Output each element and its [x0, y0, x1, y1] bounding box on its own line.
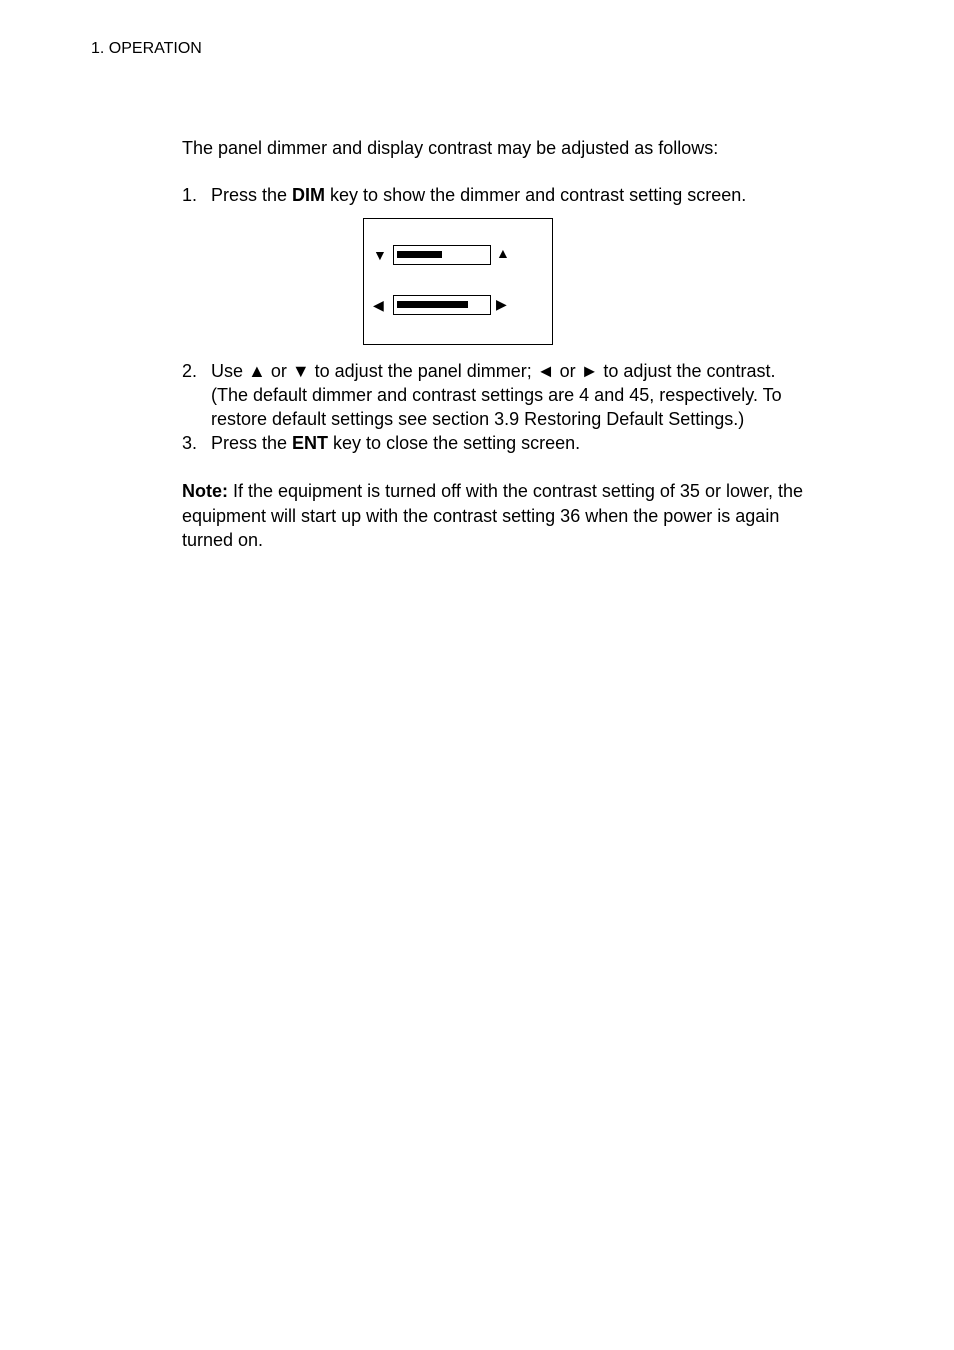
- page-header-section: 1. OPERATION: [91, 40, 202, 57]
- triangle-up-icon: ▲: [496, 245, 510, 261]
- triangle-right-icon: ▶: [496, 296, 507, 312]
- step-text: [211, 183, 746, 207]
- contrast-level-fill: [397, 301, 468, 308]
- contrast-level-bar: [393, 295, 491, 315]
- dimmer-level-bar: [393, 245, 491, 265]
- intro-text: The panel dimmer and display contrast may be adjusted as follows:: [182, 138, 719, 158]
- step-text-before: Press the: [211, 185, 293, 205]
- dimmer-contrast-setting-screen: [363, 218, 553, 345]
- step-text-line: (The default dimmer and contrast settings are 4 and 45, respectively. To: [211, 385, 782, 405]
- step-text-after: key to show the dimmer and contrast setting screen.: [325, 185, 747, 205]
- step-text-after: key to close the setting screen.: [328, 433, 581, 453]
- triangle-left-icon: ◀: [373, 297, 384, 313]
- step-number: 3.: [182, 433, 198, 453]
- triangle-down-icon: ▼: [373, 247, 387, 263]
- step-number: 1.: [182, 185, 198, 205]
- note-text: If the equipment is turned off with the contrast setting of 35 or lower, the equipment will start up with the contrast setting 36 when the power is again turned on.: [182, 481, 803, 550]
- step-text-line: Use ▲ or ▼ to adjust the panel dimmer; ◄ or ► to adjust the contrast.: [211, 361, 776, 381]
- note-label: Note:: [182, 481, 228, 501]
- step-text: [211, 359, 782, 431]
- step-text-line: restore default settings see section 3.9 Restoring Default Settings.): [211, 409, 745, 429]
- step-text: [211, 431, 580, 455]
- key-name-ent: ENT: [292, 433, 329, 453]
- key-name-dim: DIM: [292, 185, 326, 205]
- step-text-before: Press the: [211, 433, 293, 453]
- step-number: 2.: [182, 361, 198, 381]
- dimmer-level-fill: [397, 251, 442, 258]
- note-paragraph: [182, 479, 832, 553]
